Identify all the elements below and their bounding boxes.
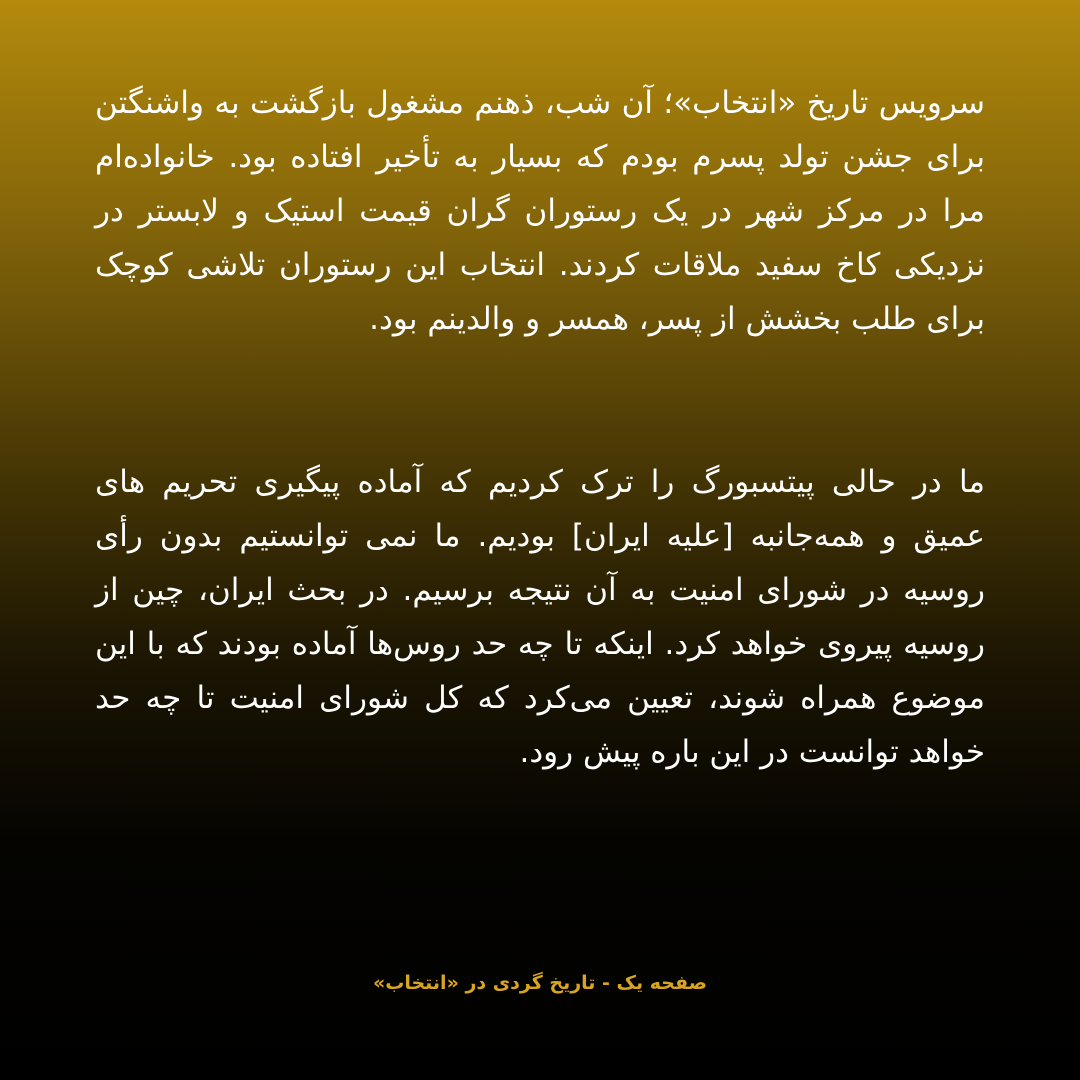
page-footer: صفحه یک - تاریخ گردی در «انتخاب» [372, 972, 708, 994]
paragraph-1: سرویس تاریخ «انتخاب»؛ آن شب، ذهنم مشغول بازگشت به واشنگتن برای جشن تولد پسرم بودم که بسیار به تأخیر افتاده بود. خانواده‌ام مرا در مرکز شهر در یک رستوران گران قیمت استیک و لابستر در نزدیکی کاخ سفید ملاقات کردند. انتخاب این رستوران تلاشی کوچک برای طلب بخشش از پسر، همسر و والدینم بود. [95, 85, 985, 337]
paragraph-2: ما در حالی پیتسبورگ را ترک کردیم که آماده پیگیری تحریم های عمیق و همه‌جانبه [علیه ایران] بودیم. ما نمی توانستیم بدون رأی روسیه در شورای امنیت به آن نتیجه برسیم. در بحث ایران، چین از روسیه پیروی خواهد کرد. اینکه تا چه حد روس‌ها آماده بودند که با این موضوع همراه شوند، تعیین می‌کرد که کل شورای امنیت تا چه حد خواهد توانست در این باره پیش رود. [95, 464, 985, 770]
